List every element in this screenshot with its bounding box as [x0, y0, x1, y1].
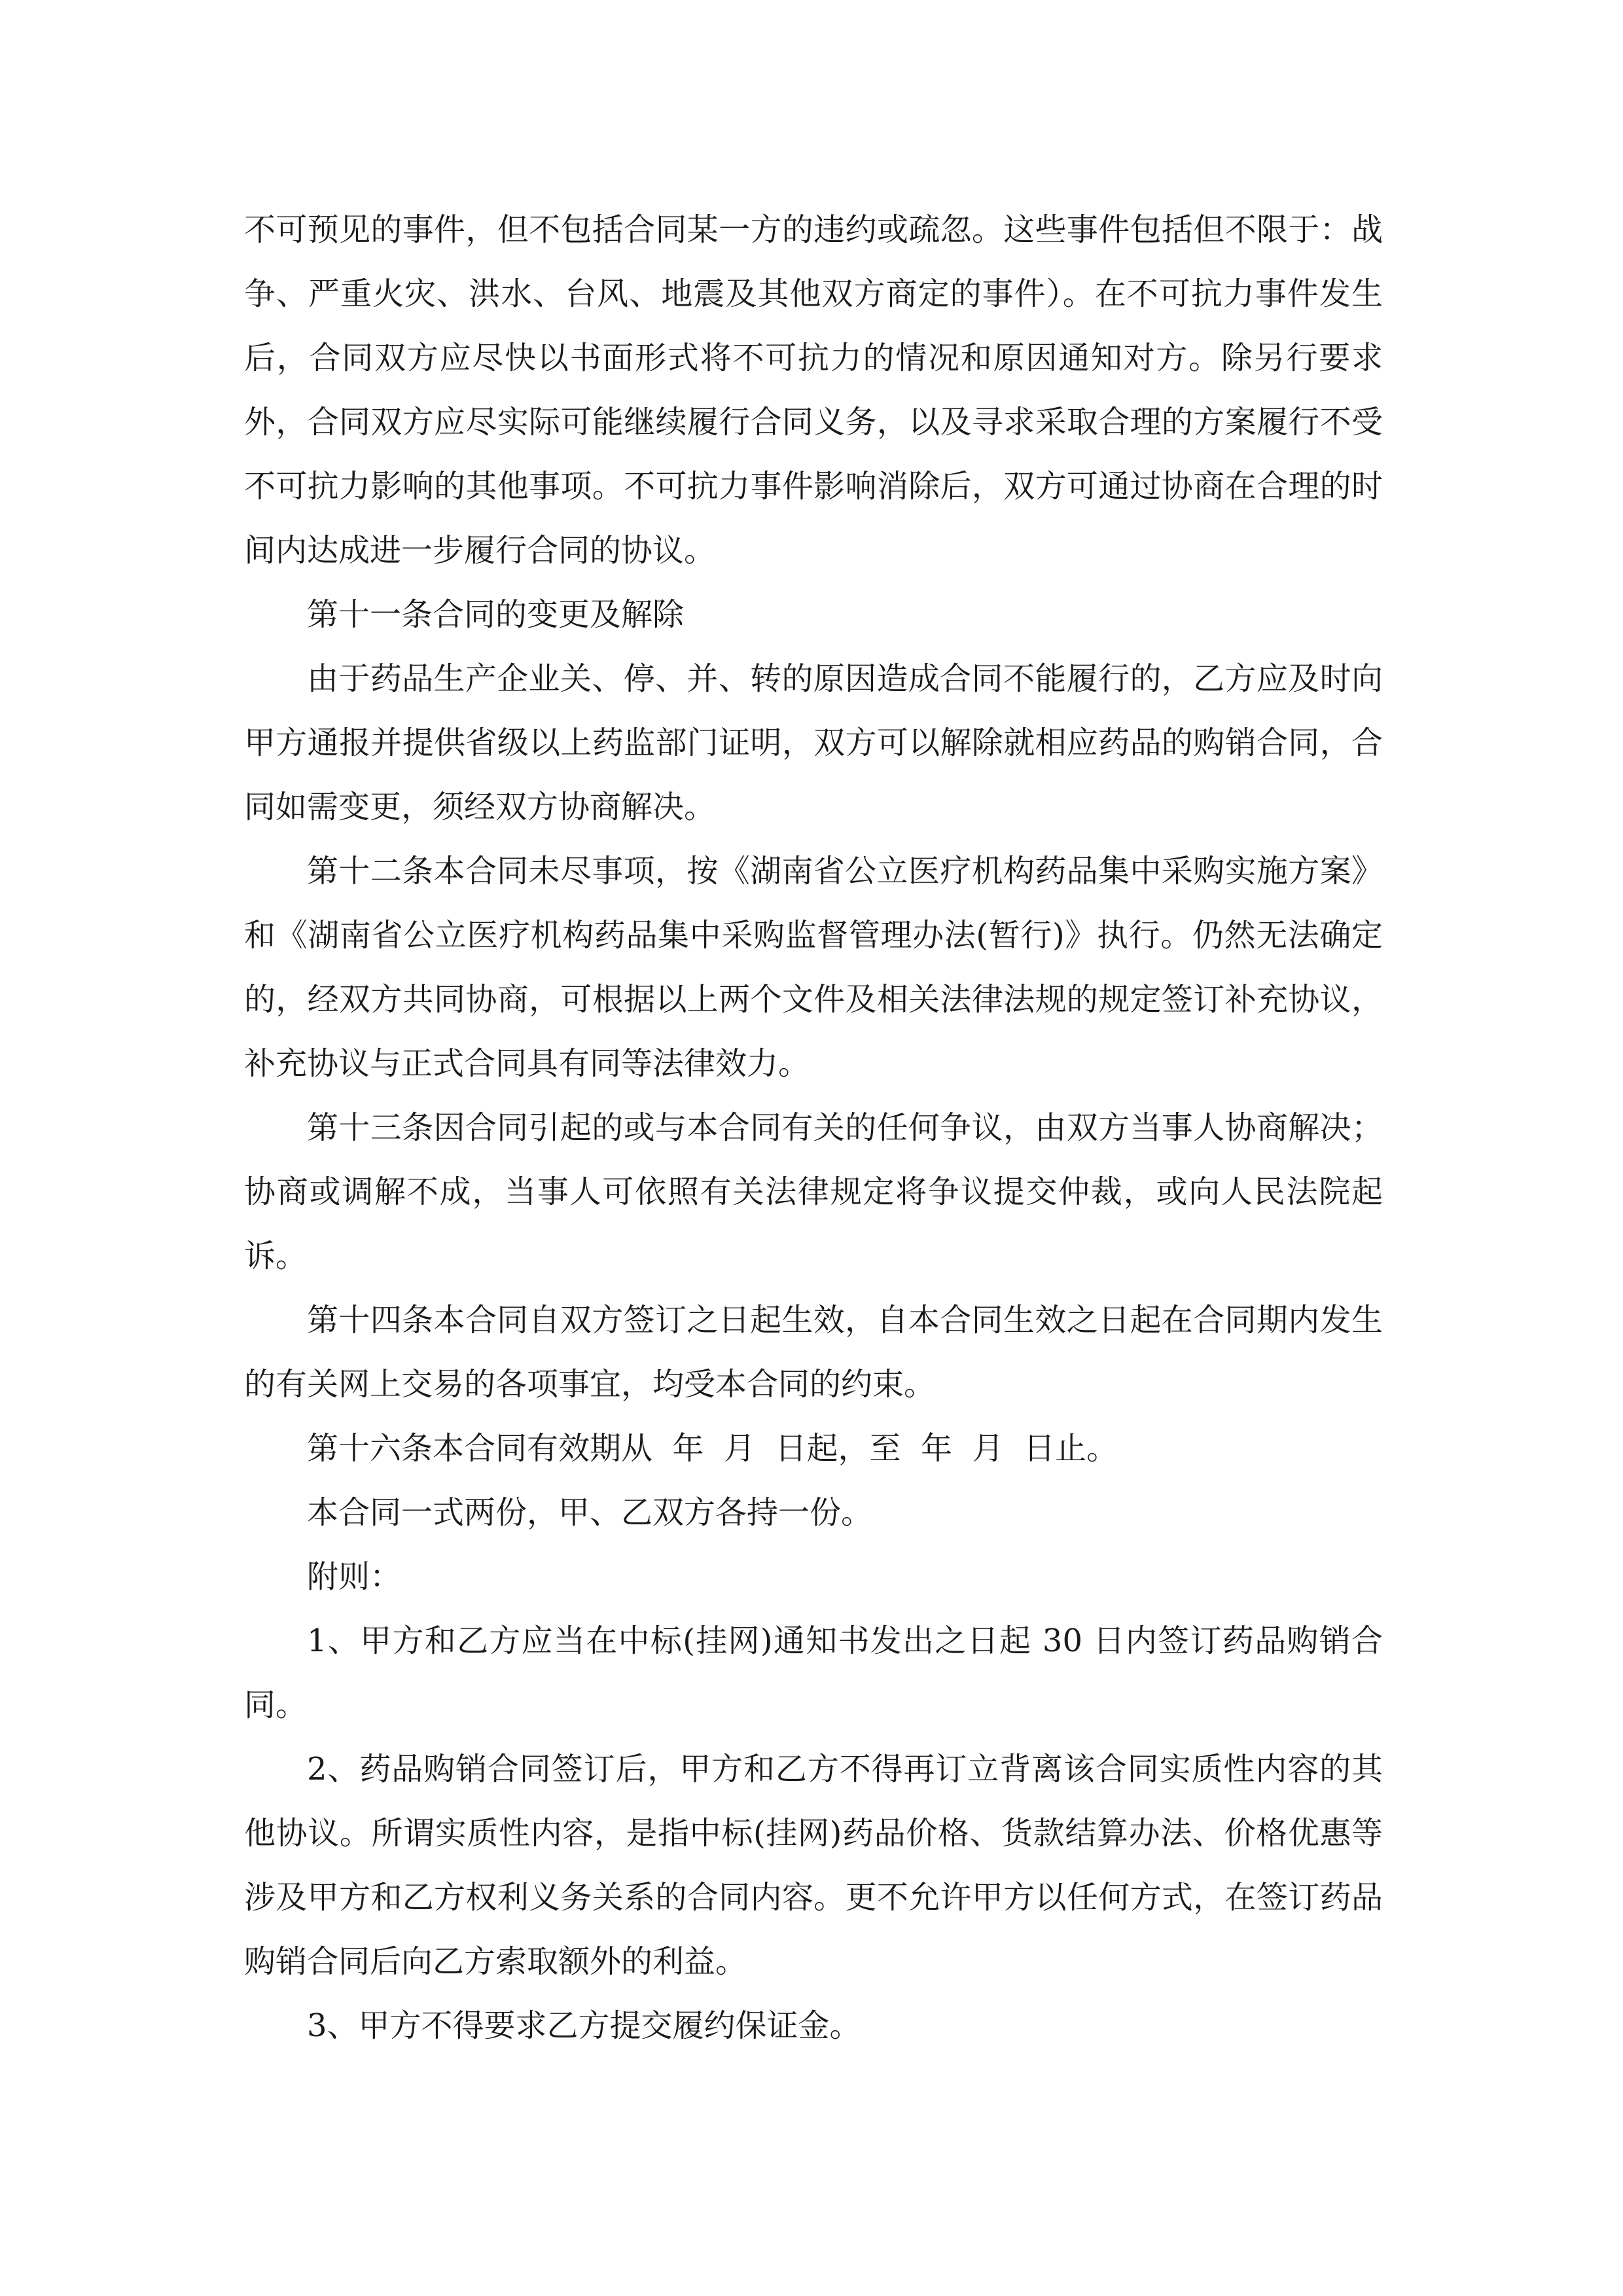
- copies-paragraph: 本合同一式两份，甲、乙双方各持一份。: [307, 1494, 873, 1531]
- article-12-paragraph: 第十二条本合同未尽事项，按《湖南省公立医疗机构药品集中采购实施方案》和《湖南省公立医疗机构药品集中采购监督管理办法(暂行)》执行。仍然无法确定的，经双方共同协商，可根据以上两个文件及相关法律法规的规定签订补充协议，补充协议与正式合同具有同等法律效力。: [244, 853, 1383, 1082]
- article-11-heading: 第十一条合同的变更及解除: [307, 596, 685, 633]
- appendix-heading: 附则：: [307, 1558, 402, 1595]
- article-11-paragraph: 由于药品生产企业关、停、并、转的原因造成合同不能履行的，乙方应及时向甲方通报并提供省级以上药监部门证明，双方可以解除就相应药品的购销合同，合同如需变更，须经双方协商解决。: [244, 660, 1383, 825]
- appendix-item-1: 1、甲方和乙方应当在中标(挂网)通知书发出之日起 30 日内签订药品购销合同。: [244, 1623, 1383, 1723]
- article-14-paragraph: 第十四条本合同自双方签订之日起生效，自本合同生效之日起在合同期内发生的有关网上交易的各项事宜，均受本合同的约束。: [244, 1302, 1383, 1403]
- appendix-item-2: 2、药品购销合同签订后，甲方和乙方不得再订立背离该合同实质性内容的其他协议。所谓实质性内容，是指中标(挂网)药品价格、货款结算办法、价格优惠等涉及甲方和乙方权利义务关系的合同内容。更不允许甲方以任何方式，在签订药品购销合同后向乙方索取额外的利益。: [244, 1751, 1383, 1980]
- article-16-paragraph: 第十六条本合同有效期从 年 月 日起，至 年 月 日止。: [307, 1430, 1118, 1467]
- document-body: [244, 198, 1383, 2058]
- article-13-paragraph: 第十三条因合同引起的或与本合同有关的任何争议，由双方当事人协商解决；协商或调解不成，当事人可依照有关法律规定将争议提交仲裁，或向人民法院起诉。: [244, 1109, 1383, 1274]
- paragraph-force-majeure-continued: 不可预见的事件，但不包括合同某一方的违约或疏忽。这些事件包括但不限于：战争、严重火灾、洪水、台风、地震及其他双方商定的事件）。在不可抗力事件发生后，合同双方应尽快以书面形式将不可抗力的情况和原因通知对方。除另行要求外，合同双方应尽实际可能继续履行合同义务，以及寻求采取合理的方案履行不受不可抗力影响的其他事项。不可抗力事件影响消除后，双方可通过协商在合理的时间内达成进一步履行合同的协议。: [244, 211, 1383, 569]
- appendix-item-3: 3、甲方不得要求乙方提交履约保证金。: [307, 2007, 861, 2044]
